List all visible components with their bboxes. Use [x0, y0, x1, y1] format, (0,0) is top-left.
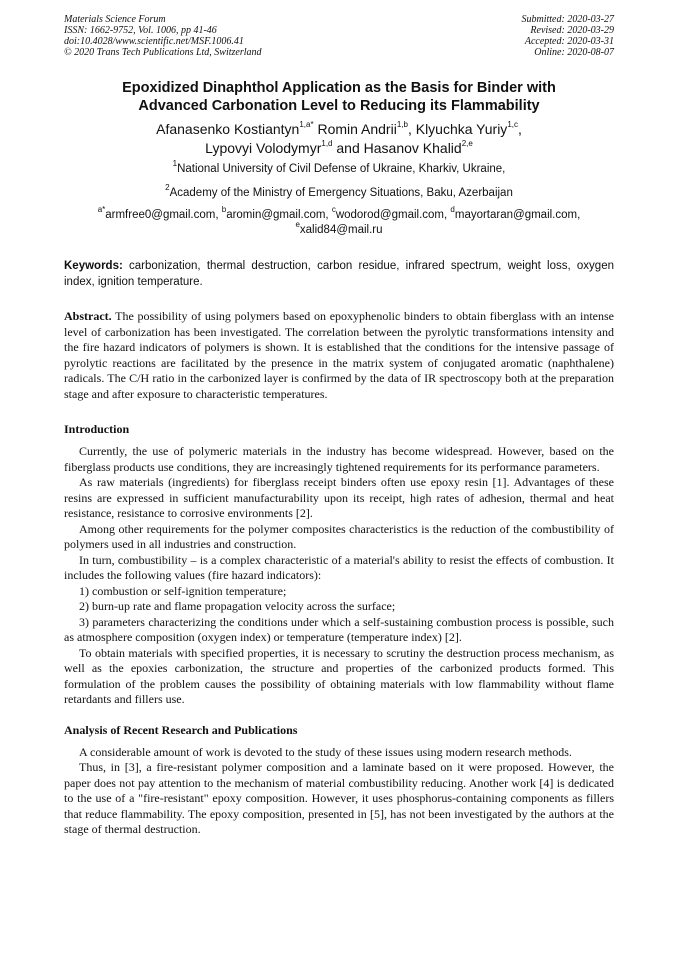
paper-page	[64, 14, 614, 838]
affiliation-mark: 1	[172, 159, 178, 169]
copyright-line: © 2020 Trans Tech Publications Ltd, Switzerland	[64, 47, 262, 58]
author-affiliation-mark: 1,b	[396, 120, 408, 130]
paragraph: Currently, the use of polymeric materials in the industry has become widespread. However, based on the fiberglass products use conditions, they are increasingly tightened requirements for its performance parameters.	[64, 444, 614, 474]
analysis-body	[64, 745, 614, 838]
affiliation-text: Academy of the Ministry of Emergency Situations, Baku, Azerbaijan	[169, 187, 513, 199]
author-name: Hasanov Khalid	[363, 140, 462, 156]
abstract-text: The possibility of using polymers based on epoxyphenolic binders to obtain fiberglass with an intense level of carbonization has been investigated. The correlation between the pyrolytic transformations intensity and the fire hazard indicators of polymers is shown. It is established that the conditions for the intensive passage of pyrolytic reactions are facilitated by the presence in the matrix system of conjugated aromatic (naphthalene) radicals. The C/H ratio in the carbonized layer is confirmed by the data of IR spectroscopy both at the preparation stage and after exposure to characteristic temperatures.	[64, 309, 614, 401]
issn-line: ISSN: 1662-9752, Vol. 1006, pp 41-46	[64, 25, 217, 36]
journal-name: Materials Science Forum	[64, 14, 166, 25]
author-affiliation-mark: 1,a*	[299, 120, 314, 130]
title-line: Epoxidized Dinaphthol Application as the Basis for Binder with	[122, 80, 556, 96]
paragraph: Thus, in [3], a fire-resistant polymer composition and a laminate based on it were proposed. However, the paper does not pay attention to the mechanism of material combustibility reducing. Another work [4] is dedicated to the use of a "fire-resistant" epoxy composition. However, it uses phosphorus-containing components as fillers that reduce flammability. The epoxy composition, presented in [5], has not been investigated by the authors at the stage of thermal destruction.	[64, 760, 614, 836]
author-name: Lypovyi Volodymyr	[205, 140, 322, 156]
email-link[interactable]: wodorod@gmail.com	[335, 209, 445, 221]
email-link[interactable]: aromin@gmail.com	[226, 209, 326, 221]
accepted-date: Accepted: 2020-03-31	[524, 36, 614, 47]
author-affiliation-mark: 1,d	[321, 139, 333, 149]
abstract	[64, 309, 614, 402]
author-line: Afanasenko Kostiantyn$^{1,a*}$ Romin Andrii$^{1,b}$, Klyuchka Yuriy$^{1,c}$,	[156, 120, 522, 137]
title-line: Advanced Carbonation Level to Reducing its Flammability	[138, 98, 540, 114]
affiliation-text: National University of Civil Defense of Ukraine, Kharkiv, Ukraine,	[177, 163, 506, 175]
affiliation	[64, 159, 614, 176]
author-affiliation-mark: 2,e	[461, 139, 473, 149]
author-name: Klyuchka Yuriy	[415, 121, 508, 137]
affiliation-mark: 2	[165, 183, 170, 193]
section-heading-introduction: Introduction	[64, 422, 130, 436]
email-link[interactable]: xalid84@mail.ru	[299, 223, 383, 236]
introduction-body	[64, 444, 614, 708]
abstract-label: Abstract.	[64, 309, 112, 323]
keywords	[64, 259, 614, 290]
keywords-label: Keywords:	[64, 260, 123, 272]
affiliation	[64, 183, 614, 200]
submitted-date: Submitted: 2020-03-27	[521, 14, 614, 25]
email-link[interactable]: mayortaran@gmail.com	[454, 209, 578, 221]
keywords-text: carbonization, thermal destruction, carbon residue, infrared spectrum, weight loss, oxygen index, ignition temperature.	[64, 260, 614, 288]
list-item: 3) parameters characterizing the conditions under which a self-sustaining combustion process is possible, such as atmosphere composition (oxygen index) or temperature (temperature index) [2].	[64, 614, 614, 644]
list-item: 2) burn-up rate and flame propagation velocity across the surface;	[79, 599, 396, 613]
online-date: Online: 2020-08-07	[534, 47, 614, 58]
paper-title	[64, 79, 614, 115]
author-emails	[64, 205, 614, 237]
list-item: 1) combustion or self-ignition temperature;	[79, 583, 287, 598]
publication-info	[64, 14, 262, 58]
author-name: Romin Andrii	[317, 121, 397, 137]
publication-dates	[522, 14, 615, 58]
author-affiliation-mark: 1,c	[507, 120, 518, 130]
paragraph: A considerable amount of work is devoted to the study of these issues using modern research methods.	[79, 744, 572, 759]
section-heading-analysis: Analysis of Recent Research and Publications	[64, 722, 298, 737]
paragraph: In turn, combustibility – is a complex characteristic of a material's ability to resist the effects of combustion. It includes the following values (fire hazard indicators):	[64, 552, 614, 582]
author-name: Afanasenko Kostiantyn	[156, 121, 300, 137]
paragraph: Among other requirements for the polymer composites characteristics is the reduction of the combustibility of polymers used in all industries and construction.	[64, 521, 614, 551]
email-line: $^e$xalid84@mail.ru	[295, 219, 383, 236]
email-link[interactable]: armfree0@gmail.com	[105, 209, 216, 221]
email-line: $^{a*}$armfree0@gmail.com, $^b$aromin@gmail.com, $^c$wodorod@gmail.com, $^d$mayortaran@gmail.com,	[97, 205, 581, 221]
author-line: Lypovyi Volodymyr$^{1,d}$ and Hasanov Khalid$^{2,e}$	[205, 139, 473, 156]
journal-header	[64, 14, 614, 58]
author-list	[64, 120, 614, 158]
revised-date: Revised: 2020-03-29	[530, 25, 614, 36]
doi-line: doi:10.4028/www.scientific.net/MSF.1006.41	[64, 36, 244, 47]
paragraph: To obtain materials with specified properties, it is necessary to scrutiny the destruction process mechanism, as well as the epoxies carbonization, the structure and properties of the carbonized products formed. This formulation of the problem causes the possibility of obtaining materials with low flammability without flame retardants and fillers use.	[64, 645, 614, 706]
paragraph: As raw materials (ingredients) for fiberglass receipt binders often use epoxy resin [1]. Advantages of these resins are expressed in sufficient manufacturability upon its receipt, high rates of adhesion, thermal and heat resistance, resistance to corrosive environments [2].	[64, 475, 614, 520]
